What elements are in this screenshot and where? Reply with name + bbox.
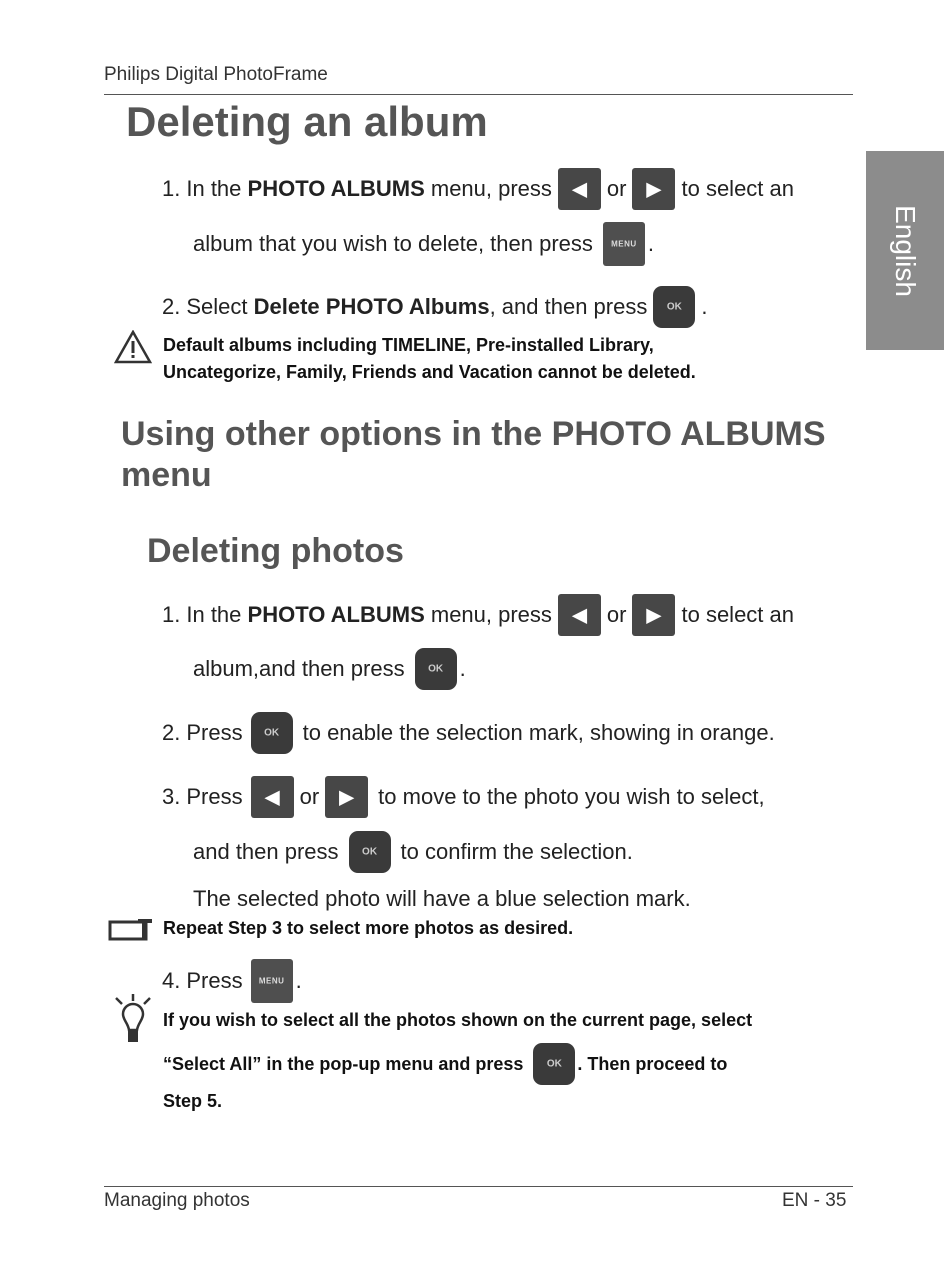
lightbulb-icon xyxy=(112,994,154,1046)
s1-step1-line2: album that you wish to delete, then press MENU . xyxy=(193,222,654,266)
ok-button-icon: OK xyxy=(251,712,293,754)
s2-step3-line2: and then press OK to confirm the selection. xyxy=(193,830,633,874)
section-title-deleting-album: Deleting an album xyxy=(126,98,488,145)
s2-step3-line3: The selected photo will have a blue selection mark. xyxy=(193,886,691,911)
left-arrow-button-icon: ◀ xyxy=(558,168,601,210)
ok-button-icon: OK xyxy=(349,831,391,873)
s2-step1-line1: 1. In the PHOTO ALBUMS menu, press ◀ or ▶ to select an xyxy=(162,593,794,637)
s2-step2: 2. Press OK to enable the selection mark, showing in orange. xyxy=(162,711,775,755)
footer-section: Managing photos xyxy=(104,1190,250,1211)
warning-line2: Uncategorize, Family, Friends and Vacation cannot be deleted. xyxy=(163,362,696,382)
tip-line1: If you wish to select all the photos shown on the current page, select xyxy=(163,1010,753,1030)
right-arrow-button-icon: ▶ xyxy=(632,594,675,636)
s2-step4: 4. Press MENU . xyxy=(162,959,302,1003)
ok-button-icon: OK xyxy=(653,286,695,328)
page-number: EN - 35 xyxy=(782,1190,847,1211)
right-arrow-button-icon: ▶ xyxy=(325,776,368,818)
menu-button-icon: MENU xyxy=(603,222,645,266)
language-tab xyxy=(866,151,944,350)
right-arrow-button-icon: ▶ xyxy=(632,168,675,210)
header-rule xyxy=(104,94,853,95)
warning-triangle-icon xyxy=(114,330,152,364)
tip-line2: “Select All” in the pop-up menu and press OK . Then proceed to xyxy=(163,1042,727,1086)
language-tab-label: English xyxy=(890,204,921,297)
menu-button-icon: MENU xyxy=(251,959,293,1003)
note-text: Repeat Step 3 to select more photos as desired. xyxy=(163,918,574,938)
ok-button-icon: OK xyxy=(533,1043,575,1085)
section-title-other-options: Using other options in the PHOTO ALBUMS menu xyxy=(121,415,826,494)
note-card-icon xyxy=(108,918,154,942)
tip-line3: Step 5. xyxy=(163,1091,223,1111)
running-header: Philips Digital PhotoFrame xyxy=(104,64,328,85)
s1-step2: 2. Select Delete PHOTO Albums , and then press OK . xyxy=(162,285,707,329)
ok-button-icon: OK xyxy=(415,648,457,690)
s2-step1-line2: album,and then press OK . xyxy=(193,647,466,691)
s2-step3-line1: 3. Press ◀ or ▶ to move to the photo you wish to select, xyxy=(162,775,765,819)
left-arrow-button-icon: ◀ xyxy=(251,776,294,818)
footer-rule xyxy=(104,1186,853,1187)
subsection-title-deleting-photos: Deleting photos xyxy=(147,532,404,570)
warning-line1: Default albums including TIMELINE, Pre-installed Library, xyxy=(163,335,654,355)
left-arrow-button-icon: ◀ xyxy=(558,594,601,636)
s1-step1-line1: 1. In the PHOTO ALBUMS menu, press ◀ or ▶ to select an xyxy=(162,167,794,211)
